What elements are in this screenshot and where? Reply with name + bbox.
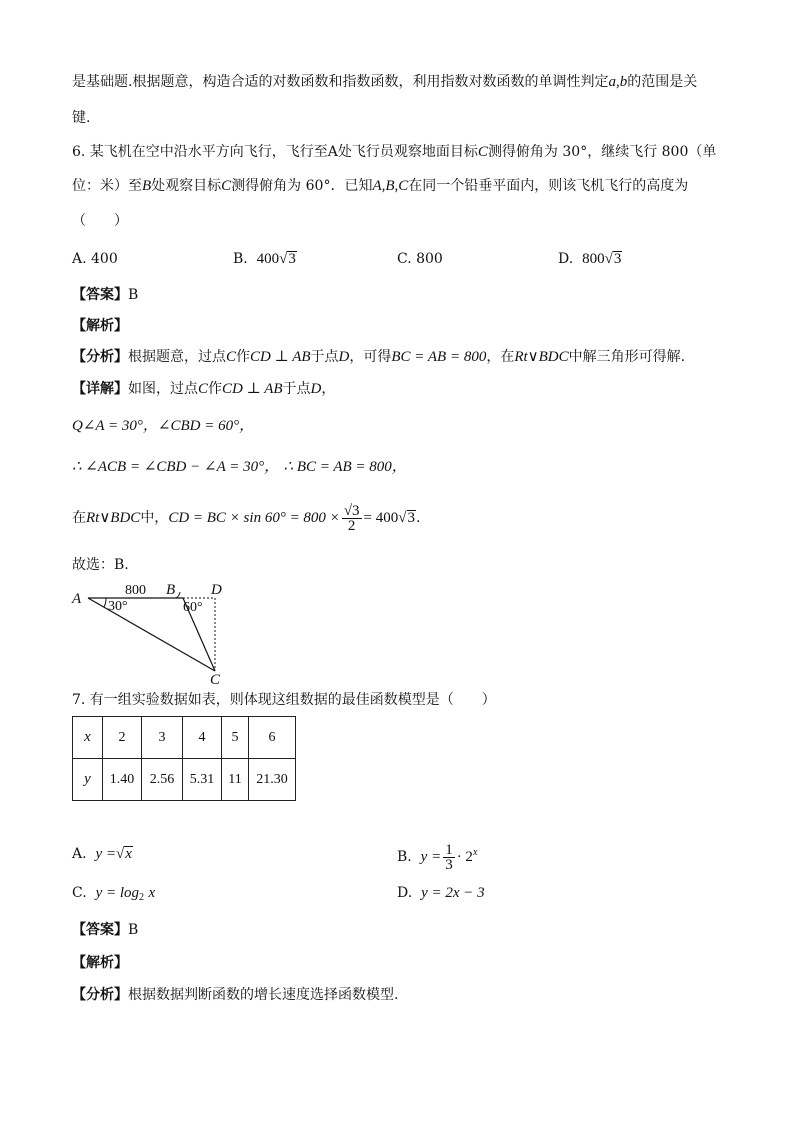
label-length-800: 800 xyxy=(125,583,146,598)
q6-option-b: B. 400√3 xyxy=(233,251,296,267)
q6-stem-line-3: （ ） xyxy=(72,213,128,229)
q6-option-d: D. 800√3 xyxy=(558,251,622,267)
intro-line-2: 键. xyxy=(72,110,91,126)
q7-data-table xyxy=(72,716,296,801)
table-cell: 5.31 xyxy=(183,759,222,801)
q6-answer: 【答案】B xyxy=(72,287,139,303)
table-cell: 21.30 xyxy=(249,759,296,801)
q6-fenxi: 【分析】根据题意，过点C作CD ⊥ AB于点D，可得BC = AB = 800，在Rt∨BDC中解三角形可得解. xyxy=(72,349,686,365)
intro-line-1: 是基础题.根据题意，构造合适的对数函数和指数函数，利用指数对数函数的单调性判定a,b的范围是关 xyxy=(72,74,698,90)
label-d: D xyxy=(211,582,222,598)
q6-analysis-title: 【解析】 xyxy=(72,318,128,334)
table-cell: 11 xyxy=(222,759,249,801)
table-cell: 3 xyxy=(142,717,183,759)
q6-option-c: C. 800 xyxy=(397,251,443,267)
q6-step-2: ∴ ∠ACB = ∠CBD − ∠A = 30°， ∴ BC = AB = 800， xyxy=(72,459,407,475)
q6-step-1: Q∠A = 30°，∠CBD = 60°， xyxy=(72,418,255,434)
q6-step-3: 在Rt∨BDC中，CD = BC × sin 60° = 800 × $\frac{√3}{2}$ = 400√3. xyxy=(72,502,421,534)
triangle-figure xyxy=(70,578,240,686)
q7-option-a: A. y =√x xyxy=(72,846,132,862)
q6-option-a: A. 400 xyxy=(72,251,118,267)
table-row xyxy=(73,759,296,801)
label-angle-60: 60° xyxy=(183,600,203,615)
label-b: B xyxy=(166,582,176,598)
table-cell: 5 xyxy=(222,717,249,759)
fraction-sqrt3-over-2: $\frac{√3}{2}$ xyxy=(343,502,360,534)
table-header-x: x xyxy=(73,717,103,759)
table-cell: 4 xyxy=(183,717,222,759)
q7-option-b: B. y = $\frac{1}{3}$ · $2^x$ xyxy=(397,841,478,873)
label-a: A xyxy=(72,591,82,607)
angle-arc-b xyxy=(176,592,180,598)
q7-stem: 7. 有一组实验数据如表，则体现这组数据的最佳函数模型是（ ） xyxy=(72,692,496,708)
table-header-y: y xyxy=(73,759,103,801)
fraction-one-third: $\frac{1}{3}$ xyxy=(445,841,453,873)
q6-stem-line-1: 6. 某飞机在空中沿水平方向飞行，飞行至A处飞行员观察地面目标C测得俯角为 30°，继续飞行 800（单 xyxy=(72,144,717,160)
angle-arc-a xyxy=(104,598,106,607)
q7-option-d: D. y = 2x − 3 xyxy=(397,885,485,901)
q7-answer: 【答案】B xyxy=(72,922,139,938)
label-angle-30: 30° xyxy=(108,599,128,614)
table-cell: 2 xyxy=(103,717,142,759)
label-c: C xyxy=(210,672,221,686)
table-cell: 2.56 xyxy=(142,759,183,801)
table-cell: 6 xyxy=(249,717,296,759)
q7-option-c: C. $y = \log_2 x$ xyxy=(72,885,156,903)
q6-stem-line-2: 位：米）至B处观察目标C测得俯角为 60°．已知A,B,C在同一个铅垂平面内，则该飞机飞行的高度为 xyxy=(72,178,689,194)
table-cell: 1.40 xyxy=(103,759,142,801)
q7-fenxi: 【分析】根据数据判断函数的增长速度选择函数模型. xyxy=(72,987,399,1003)
table-row xyxy=(73,717,296,759)
q6-choose: 故选：B. xyxy=(72,557,129,573)
q6-xiangjie: 【详解】如图，过点C作CD ⊥ AB于点D， xyxy=(72,381,336,397)
q7-analysis-title: 【解析】 xyxy=(72,955,128,971)
